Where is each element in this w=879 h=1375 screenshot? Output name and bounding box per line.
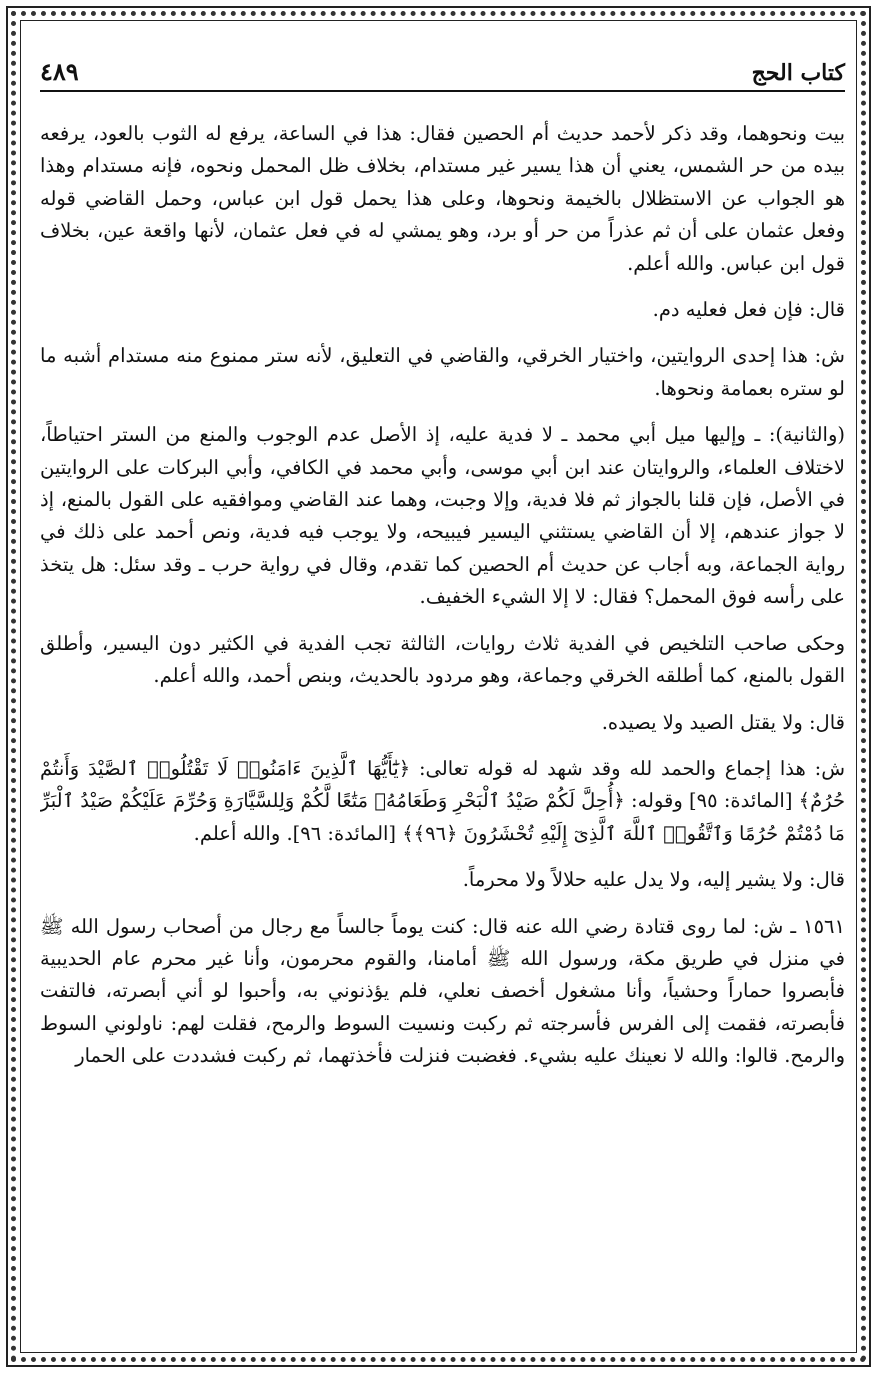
paragraph: بيت ونحوهما، وقد ذكر لأحمد حديث أم الحصين فقال: هذا في الساعة، يرفع له الثوب بالعود، يرفعه بيده من حر الشمس، يعني أن هذا يسير غير مستدام، بخلاف ظل المحمل ونحوه، فإنه مستدام وهذا هو الجواب عن الاستظلال بالخيمة ونحوها، وعلى هذا يحمل قول ابن عباس، وحمل القاضي قوله وفعل عثمان على أن ثم عذراً من حر أو برد، وهو يمشي له في فعل عثمان، لأنها واقعة عين، بخلاف قول ابن عباس. والله أعلم. <box>40 122 845 275</box>
paragraph: ش: هذا إحدى الروايتين، واختيار الخرقي، والقاضي في التعليق، لأنه ستر ممنوع منه مستدام أشبه ما لو ستره بعمامة ونحوها. <box>40 344 845 400</box>
paragraph: وحكى صاحب التلخيص في الفدية ثلاث روايات، الثالثة تجب الفدية في الكثير دون اليسير، وأطلق القول بالمنع، كما أطلقه الخرقي وجماعة، وهو مردود بالحديث، وبنص أحمد، والله أعلم. <box>40 631 845 688</box>
book-title: كتاب الحج <box>751 60 845 86</box>
paragraph: قال: ولا يشير إليه، ولا يدل عليه حلالاً ولا محرماً. <box>462 868 845 892</box>
paragraph: (والثانية): ـ وإليها ميل أبي محمد ـ لا فدية عليه، إذ الأصل عدم الوجوب والمنع من الستر احتياطاً، لاختلاف العلماء، والروايتان عند ابن أبي موسى، وأبي محمد في الكافي، وأبي البركات على الروايتين في الأصل، فإن قلنا بالجواز ثم فلا فدية، وإلا وجبت، وهما عند القاضي وموافقيه على القول بالمنع، إذ لا جواز عندهم، إلا أن القاضي يستثني اليسير فيبيحه، ولا يوجب فيه فدية، ونص أحمد على ذلك في رواية الجماعة، وبه أجاب عن حديث أم الحصين كما تقدم، وقال في رواية حرب ـ وقد سئل: هل يتخذ على رأسه فوق المحمل؟ فقال: لا إلا الشيء الخفيف. <box>40 423 845 609</box>
page-number: ٤٨٩ <box>40 57 79 86</box>
page-body <box>40 118 845 1358</box>
paragraph: قال: فإن فعل فعليه دم. <box>652 298 845 322</box>
paragraph: ش: هذا إجماع والحمد لله وقد شهد له قوله تعالى: ﴿يَٰٓأَيُّهَا ٱلَّذِينَ ءَامَنُوا۟ لَا تَقْتُلُوا۟ ٱلصَّيْدَ وَأَنتُمْ حُرُمٌ﴾ [المائدة: ٩٥] وقوله: ﴿أُحِلَّ لَكُمْ صَيْدُ ٱلْبَحْرِ وَطَعَامُهُۥ مَتَٰعًا لَّكُمْ وَلِلسَّيَّارَةِ وَحُرِّمَ عَلَيْكُمْ صَيْدُ ٱلْبَرِّ مَا دُمْتُمْ حُرُمًا وَٱتَّقُوا۟ ٱللَّهَ ٱلَّذِىٓ إِلَيْهِ تُحْشَرُونَ ﴿٩٦﴾﴾ [المائدة: ٩٦]. والله أعلم. <box>40 756 845 845</box>
paragraph: قال: ولا يقتل الصيد ولا يصيده. <box>601 710 845 734</box>
page-header <box>40 52 845 92</box>
paragraph: ١٥٦١ ـ ش: لما روى قتادة رضي الله عنه قال: كنت يوماً جالساً مع رجال من أصحاب رسول الله ﷺ في منزل في طريق مكة، ورسول الله ﷺ أمامنا، والقوم محرمون، وأنا غير محرم عام الحديبية فأبصروا حماراً وحشياً، وأنا مشغول أخصف نعلي، فلم يؤذنوني به، وأحبوا لو أني أبصرته، فالتفت فأبصرته، فقمت إلى الفرس فأسرجته ثم ركبت ونسيت السوط والرمح، فقلت لهم: ناولوني السوط والرمح. قالوا: والله لا نعينك عليه بشيء. فغضبت فنزلت فأخذتهما، ثم ركبت فشددت على الحمار <box>40 914 845 1068</box>
